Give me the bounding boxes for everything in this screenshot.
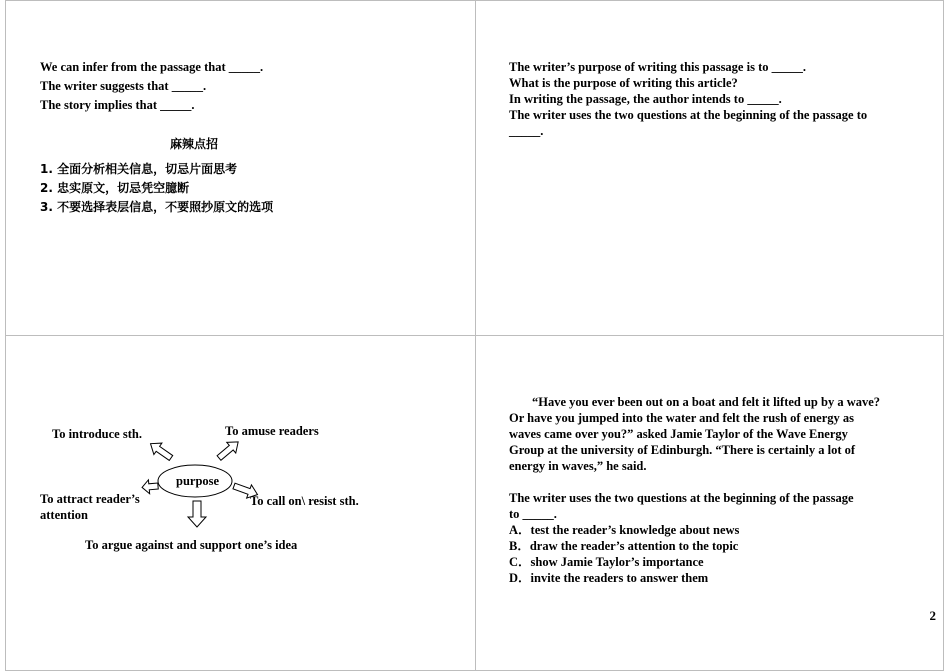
question-line-2: to _____. (509, 507, 557, 521)
tip-2: 2. 忠实原文，切忌凭空臆断 (40, 181, 190, 195)
question-stem-2: The writer suggests that _____. (40, 79, 207, 93)
diagram-attract-1: To attract reader’s (40, 492, 140, 506)
passage-line-5: energy in waves,” he said. (509, 459, 647, 473)
passage-line-1: “Have you ever been out on a boat and felt it lifted up by a wave? (532, 395, 881, 409)
slide-1 (5, 0, 476, 336)
diagram-call-on: To call on\ resist sth. (250, 494, 359, 508)
option-d: D．invite the readers to answer them (509, 571, 709, 585)
purpose-question-4-blank: _____. (509, 124, 544, 138)
diagram-attract-2: attention (40, 508, 88, 522)
purpose-question-2: What is the purpose of writing this article? (509, 76, 738, 90)
slide-2 (475, 0, 944, 336)
arrow-up-left-icon (147, 438, 176, 464)
option-b: B．draw the reader’s attention to the topic (509, 539, 739, 553)
question-stem-3: The story implies that _____. (40, 98, 195, 112)
diagram-introduce: To introduce sth. (52, 427, 142, 441)
page-number: 2 (929, 608, 936, 623)
tips-title: 麻辣点招 (170, 137, 219, 151)
option-a: A．test the reader’s knowledge about news (509, 523, 740, 537)
slide-4 (475, 335, 944, 671)
slide-3 (5, 335, 476, 671)
tip-1: 1. 全面分析相关信息，切忌片面思考 (40, 162, 238, 176)
purpose-question-3: In writing the passage, the author intends to _____. (509, 92, 782, 106)
question-line-1: The writer uses the two questions at the beginning of the passage (509, 491, 854, 505)
tip-3: 3. 不要选择表层信息，不要照抄原文的选项 (40, 200, 274, 214)
arrow-up-right-icon (215, 437, 243, 464)
option-c: C．show Jamie Taylor’s importance (509, 555, 704, 569)
diagram-amuse: To amuse readers (225, 424, 319, 438)
passage-line-2: Or have you jumped into the water and felt the rush of energy as (509, 411, 855, 425)
passage-line-4: Group at the university of Edinburgh. “There is certainly a lot of (509, 443, 856, 457)
arrow-down-icon (188, 501, 206, 527)
diagram-center-label: purpose (176, 474, 220, 488)
purpose-question-1: The writer’s purpose of writing this passage is to _____. (509, 60, 806, 74)
diagram-argue: To argue against and support one’s idea (85, 538, 298, 552)
purpose-question-4: The writer uses the two questions at the beginning of the passage to (509, 108, 868, 122)
passage-line-3: waves came over you?” asked Jamie Taylor of the Wave Energy (509, 427, 848, 441)
arrow-left-icon (141, 479, 158, 494)
question-stem-1: We can infer from the passage that _____. (40, 60, 264, 74)
